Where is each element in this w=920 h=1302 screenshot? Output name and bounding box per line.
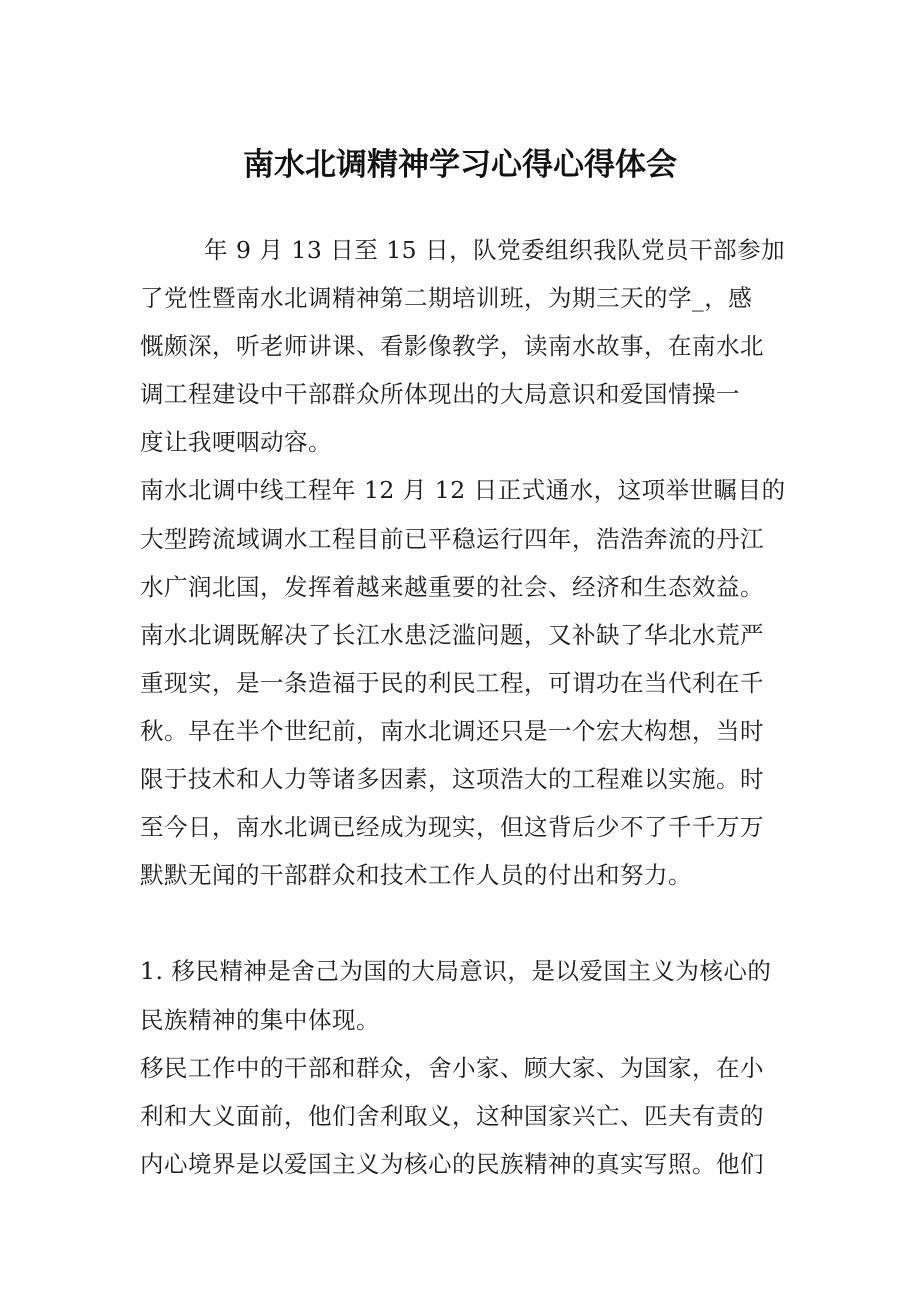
paragraph-line: 了党性暨南水北调精神第二期培训班，为期三天的学_，感 — [140, 284, 753, 313]
paragraph-line: 默默无闻的干部群众和技术工作人员的付出和努力。 — [140, 861, 692, 890]
section-heading-line: 民族精神的集中体现。 — [140, 1005, 380, 1034]
paragraph-line: 限于技术和人力等诸多因素，这项浩大的工程难以实施。时 — [140, 765, 764, 794]
paragraph-line: 至今日，南水北调已经成为现实，但这背后少不了千千万万 — [140, 813, 764, 842]
paragraph-line: 度让我哽咽动容。 — [140, 428, 332, 457]
paragraph-line: 慨颇深，听老师讲课、看影像教学，读南水故事，在南水北 — [140, 332, 764, 361]
paragraph-line: 南水北调既解决了长江水患泛滥问题，又补缺了华北水荒严 — [140, 620, 764, 649]
document-body — [140, 226, 790, 1188]
section-heading-line: 1. 移民精神是舍己为国的大局意识，是以爱国主义为核心的 — [140, 957, 772, 986]
paragraph-line: 重现实，是一条造福于民的利民工程，可谓功在当代利在千 — [140, 668, 764, 697]
paragraph-line: 水广润北国，发挥着越来越重要的社会、经济和生态效益。 — [140, 572, 764, 601]
paragraph-line: 大型跨流域调水工程目前已平稳运行四年，浩浩奔流的丹江 — [140, 524, 764, 553]
paragraph-line: 移民工作中的干部和群众，舍小家、顾大家、为国家，在小 — [140, 1053, 764, 1082]
paragraph-line: 内心境界是以爱国主义为核心的民族精神的真实写照。他们 — [140, 1149, 764, 1178]
paragraph-line: 秋。早在半个世纪前，南水北调还只是一个宏大构想，当时 — [140, 716, 764, 745]
paragraph-line: 利和大义面前，他们舍利取义，这种国家兴亡、匹夫有责的 — [140, 1101, 764, 1130]
document-title: 南水北调精神学习心得心得体会 — [243, 147, 677, 183]
paragraph-line: 年 9 月 13 日至 15 日，队党委组织我队党员干部参加 — [204, 236, 786, 264]
paragraph-line: 调工程建设中干部群众所体现出的大局意识和爱国情操一 — [140, 380, 740, 409]
paragraph-line: 南水北调中线工程年 12 月 12 日正式通水，这项举世瞩目的 — [140, 476, 786, 505]
blank-line — [140, 899, 790, 947]
